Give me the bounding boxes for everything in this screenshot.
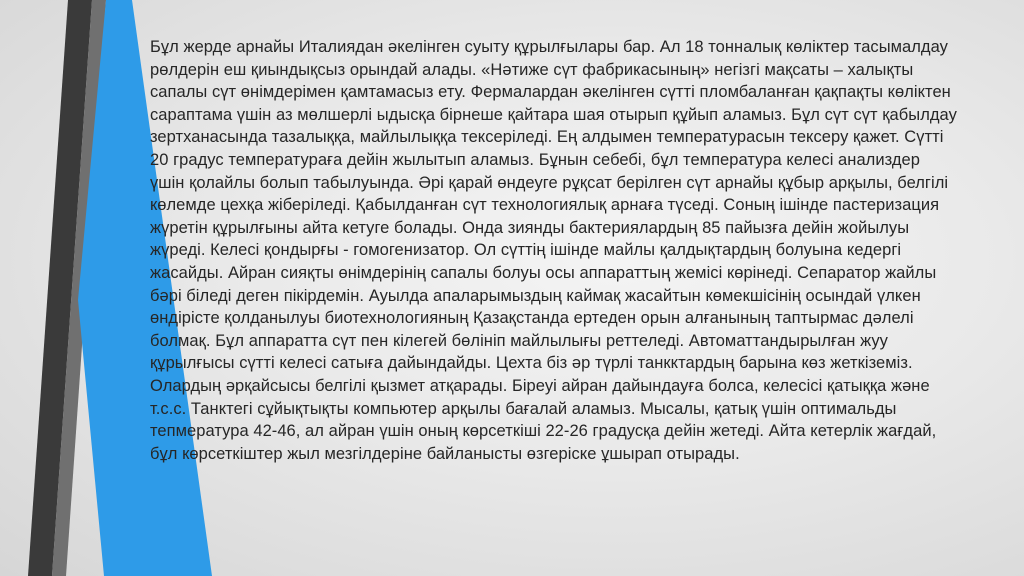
body-paragraph: Бұл жерде арнайы Италиядан әкелінген суыту құрылғылары бар. Ал 18 тонналық көліктер тасымалдау рөлдерін еш қиындықсыз орындай алады. «Нәтиже сүт фабрикасының» негізгі мақсаты – халықты сапалы сүт өнімдерімен қамтамасыз ету. Фермалардан әкелінген сүтті пломбаланған қақпақты көліктен сараптама үшін аз мөлшерлі ыдысқа бірнеше қайтара шая отырып құйып аламыз. Бұл сүт сүт қабылдау зертханасында тазалыққа, майлылыққа тексеріледі. Ең алдымен температурасын тексеру қажет. Сүтті 20 градус температураға дейін жылытып аламыз. Бұнын себебі, бұл температура келесі анализдер үшін қолайлы болып табылуында. Әрі қарай өндеуге рұқсат берілген сүт арнайы құбыр арқылы, белгілі көлемде цехқа жіберіледі. Қабылданған сүт технологиялық арнаға түседі. Соның ішінде пастеризация жүретін құрылғыны айта кетуге болады. Онда зиянды бактериялардың 85 пайызға дейін жойылуы жүреді. Келесі қондырғы - гомогенизатор. Ол сүттің ішінде майлы қалдықтардың болуына кедергі жасайды. Айран сияқты өнімдерінің сапалы болуы осы аппараттың жемісі көрінеді. Сепаратор жайлы бәрі біледі деген пікірдемін. Ауылда апаларымыздың каймақ жасайтын көмекшісінің осындай үлкен өндірісте қолданылуы биотехнологияның Қазақстанда ертеден орын алғанының таптырмас дәлелі болмақ. Бұл аппаратта сүт пен кілегей бөлініп майлылығы реттеледі. Автоматтандырылған жуу құрылғысы сүтті келесі сатыға дайындайды. Цехта біз әр түрлі танкктардың барына көз жеткіземіз. Олардың әрқайсысы белгілі қызмет атқарады. Біреуі айран дайындауға болса, келесісі қатыққа және т.с.с. Танктегі сұйықтықты компьютер арқылы бағалай аламыз. Мысалы, қатық үшін оптимальды тепмература 42-46, ал айран үшін оның көрсеткіші 22-26 градусқа дейін жетеді. Айта кетерлік жағдай, бұл көрсеткіштер жыл мезгілдеріне байланысты өзгеріске ұшырап отырады. bbox=[150, 38, 957, 463]
bullet-marker: • bbox=[128, 41, 136, 55]
text-block bbox=[128, 36, 958, 465]
